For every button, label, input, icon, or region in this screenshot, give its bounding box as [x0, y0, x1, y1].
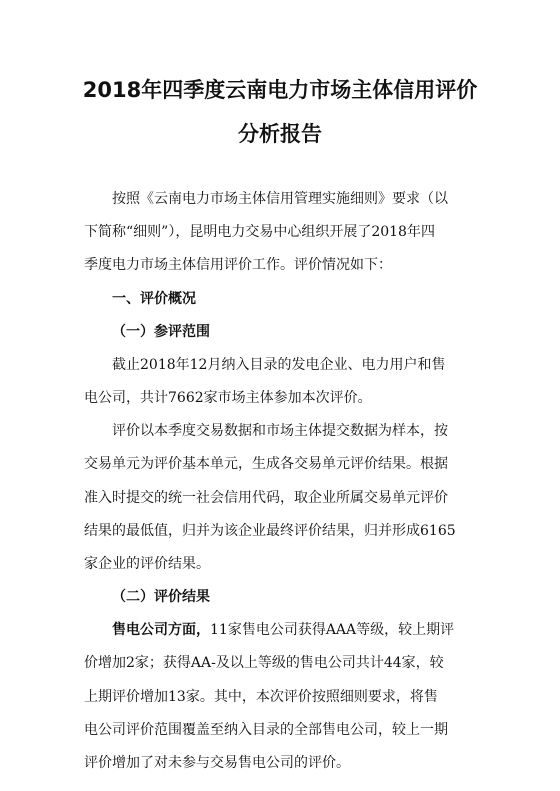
- scope-para2-line-2: 交易单元为评价基本单元，生成各交易单元评价结果。根据: [84, 456, 448, 472]
- section-heading-overview: 一、评价概况: [112, 291, 196, 307]
- results-para1-line-5: 评价增加了对未参与交易售电公司的评价。: [84, 755, 350, 771]
- results-para1-line-1: [112, 619, 454, 639]
- subsection-heading-scope: （一）参评范围: [112, 324, 210, 340]
- report-title-line2: 分析报告: [238, 122, 322, 146]
- results-bold-lead: 售电公司方面，: [112, 622, 210, 638]
- results-para1-line-3: 上期评价增加13家。其中，本次评价按照细则要求，将售: [84, 689, 438, 705]
- intro-line-2: 下简称“细则”），昆明电力交易中心组织开展了2018年四: [84, 224, 435, 240]
- scope-para2-line-4: 结果的最低值，归并为该企业最终评价结果，归并形成6165: [84, 523, 456, 539]
- results-line1-rest: 11家售电公司获得AAA等级，较上期评: [210, 622, 455, 638]
- scope-para1-line-1: 截止2018年12月纳入目录的发电企业、电力用户和售: [112, 357, 446, 373]
- scope-para2-line-1: 评价以本季度交易数据和市场主体提交数据为样本，按: [112, 423, 448, 439]
- scope-para1-line-2: 电公司，共计7662家市场主体参加本次评价。: [84, 390, 372, 406]
- intro-line-3: 季度电力市场主体信用评价工作。评价情况如下：: [84, 257, 392, 273]
- intro-line-1: 按照《云南电力市场主体信用管理实施细则》要求（以: [112, 191, 448, 207]
- results-para1-line-4: 电公司评价范围覆盖至纳入目录的全部售电公司，较上一期: [84, 722, 448, 738]
- results-para1-line-2: 价增加2家；获得AA-及以上等级的售电公司共计44家，较: [84, 655, 444, 671]
- report-title-line1: 2018年四季度云南电力市场主体信用评价: [82, 78, 478, 102]
- scope-para2-line-5: 家企业的评价结果。: [84, 556, 210, 572]
- scope-para2-line-3: 准入时提交的统一社会信用代码，取企业所属交易单元评价: [84, 490, 448, 506]
- subsection-heading-results: （二）评价结果: [112, 589, 210, 605]
